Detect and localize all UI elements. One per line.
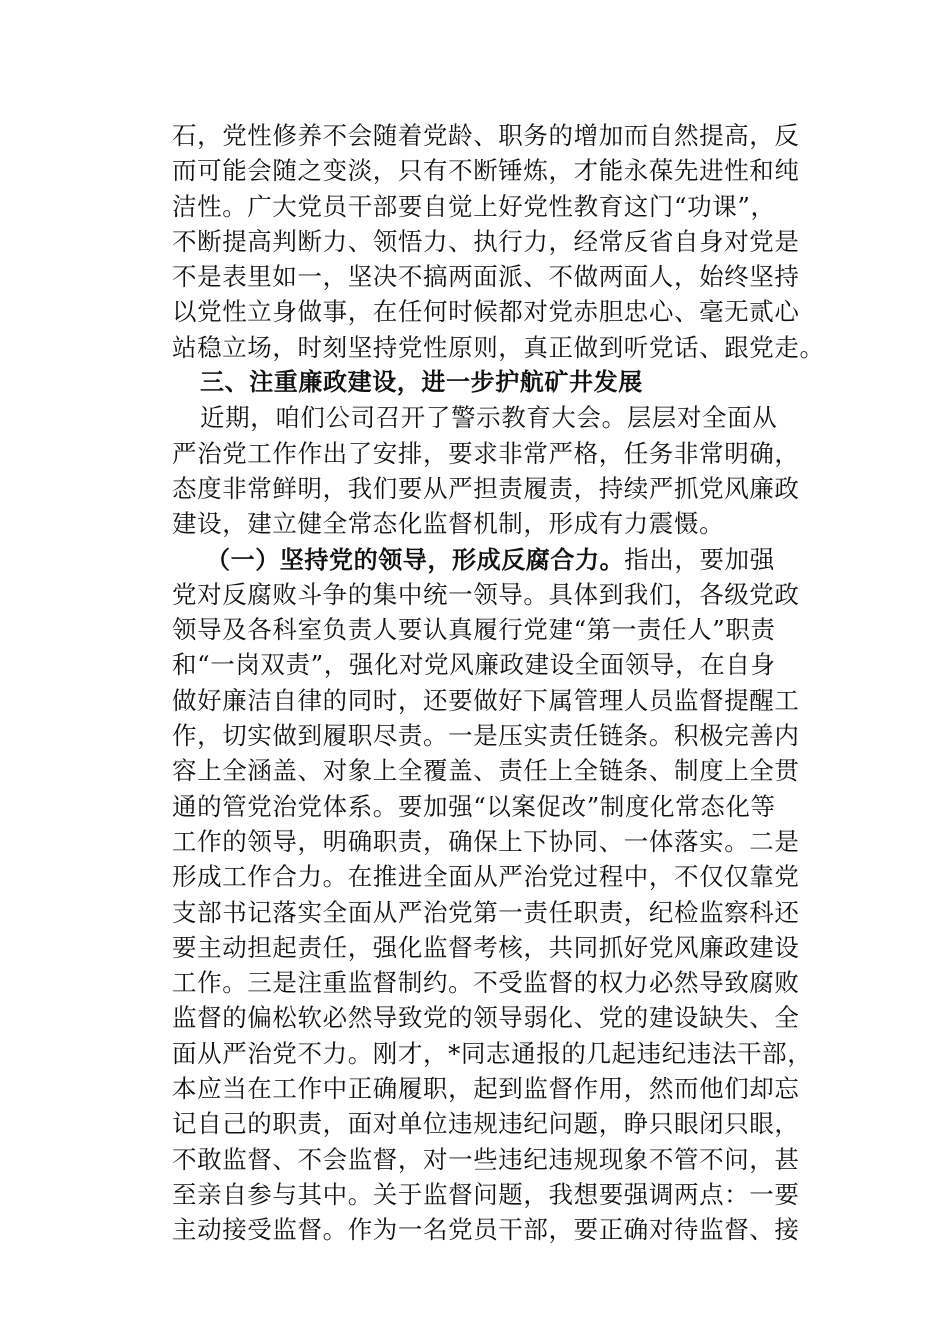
paragraph-line: 形成工作合力。在推进全面从严治党过程中，不仅仅靠党 <box>172 862 800 892</box>
paragraph-line: 做好廉洁自律的同时，还要做好下属管理人员监督提醒工 <box>172 685 800 715</box>
paragraph-line: 不断提高判断力、领悟力、执行力，经常反省自身对党是 <box>172 226 800 256</box>
paragraph-line: 领导及各科室负责人要认真履行党建“第一责任人”职责 <box>172 615 776 645</box>
paragraph-line: 态度非常鲜明，我们要从严担责履责，持续严抓党风廉政 <box>172 473 800 503</box>
paragraph-line: 以党性立身做事，在任何时候都对党赤胆忠心、毫无贰心 <box>172 297 800 327</box>
paragraph-line: 指出，要加强 <box>624 544 775 574</box>
paragraph-line: 站稳立场，时刻坚持党性原则，真正做到听党话、跟党走。 <box>172 332 825 362</box>
paragraph-line: 监督的偏松软必然导致党的领导弱化、党的建设缺失、全 <box>172 1003 800 1033</box>
paragraph-line: 面从严治党不力。刚才，*同志通报的几起违纪违法干部， <box>172 1038 813 1068</box>
paragraph-line: 工作。三是注重监督制约。不受监督的权力必然导致腐败 <box>172 968 800 998</box>
paragraph-line: 而可能会随之变淡，只有不断锤炼，才能永葆先进性和纯 <box>172 156 800 186</box>
paragraph-line: 要主动担起责任，强化监督考核，共同抓好党风廉政建设 <box>172 932 800 962</box>
subsection-line <box>172 542 812 577</box>
paragraph-line: 记自己的职责，面对单位违规违纪问题，睁只眼闭只眼， <box>172 1109 800 1139</box>
paragraph-line: 近期，咱们公司召开了警示教育大会。层层对全面从 <box>200 403 778 433</box>
paragraph-line: 支部书记落实全面从严治党第一责任职责，纪检监察科还 <box>172 897 800 927</box>
document-body <box>172 118 825 1248</box>
paragraph-line: 石，党性修养不会随着党龄、职务的增加而自然提高，反 <box>172 121 800 150</box>
section-heading: 三、注重廉政建设，进一步护航矿井发展 <box>200 368 643 397</box>
paragraph-line: 本应当在工作中正确履职，起到监督作用，然而他们却忘 <box>172 1074 800 1104</box>
paragraph-line: 党对反腐败斗争的集中统一领导。具体到我们，各级党政 <box>172 579 800 609</box>
paragraph-line: 洁性。广大党员干部要自觉上好党性教育这门“功课”， <box>172 191 776 221</box>
paragraph-line: 工作的领导，明确职责，确保上下协同、一体落实。二是 <box>172 826 800 856</box>
paragraph-line: 不敢监督、不会监督，对一些违纪违规现象不管不问，甚 <box>172 1144 800 1174</box>
paragraph-line: 作，切实做到履职尽责。一是压实责任链条。积极完善内 <box>172 721 800 751</box>
paragraph-line: 容上全涵盖、对象上全覆盖、责任上全链条、制度上全贯 <box>172 756 800 786</box>
subsection-heading: （一）坚持党的领导，形成反腐合力。 <box>206 545 625 574</box>
paragraph-line: 通的管党治党体系。要加强“以案促改”制度化常态化等 <box>172 791 776 821</box>
paragraph-line: 和“一岗双责”，强化对党风廉政建设全面领导，在自身 <box>172 650 776 680</box>
paragraph-line: 主动接受监督。作为一名党员干部，要正确对待监督、接 <box>172 1215 800 1245</box>
paragraph-line: 至亲自参与其中。关于监督问题，我想要强调两点：一要 <box>172 1179 800 1209</box>
paragraph-line: 不是表里如一，坚决不搞两面派、不做两面人，始终坚持 <box>172 262 800 292</box>
paragraph-line: 建设，建立健全常态化监督机制，形成有力震慑。 <box>172 509 725 539</box>
paragraph-line: 严治党工作作出了安排，要求非常严格，任务非常明确， <box>172 438 800 468</box>
